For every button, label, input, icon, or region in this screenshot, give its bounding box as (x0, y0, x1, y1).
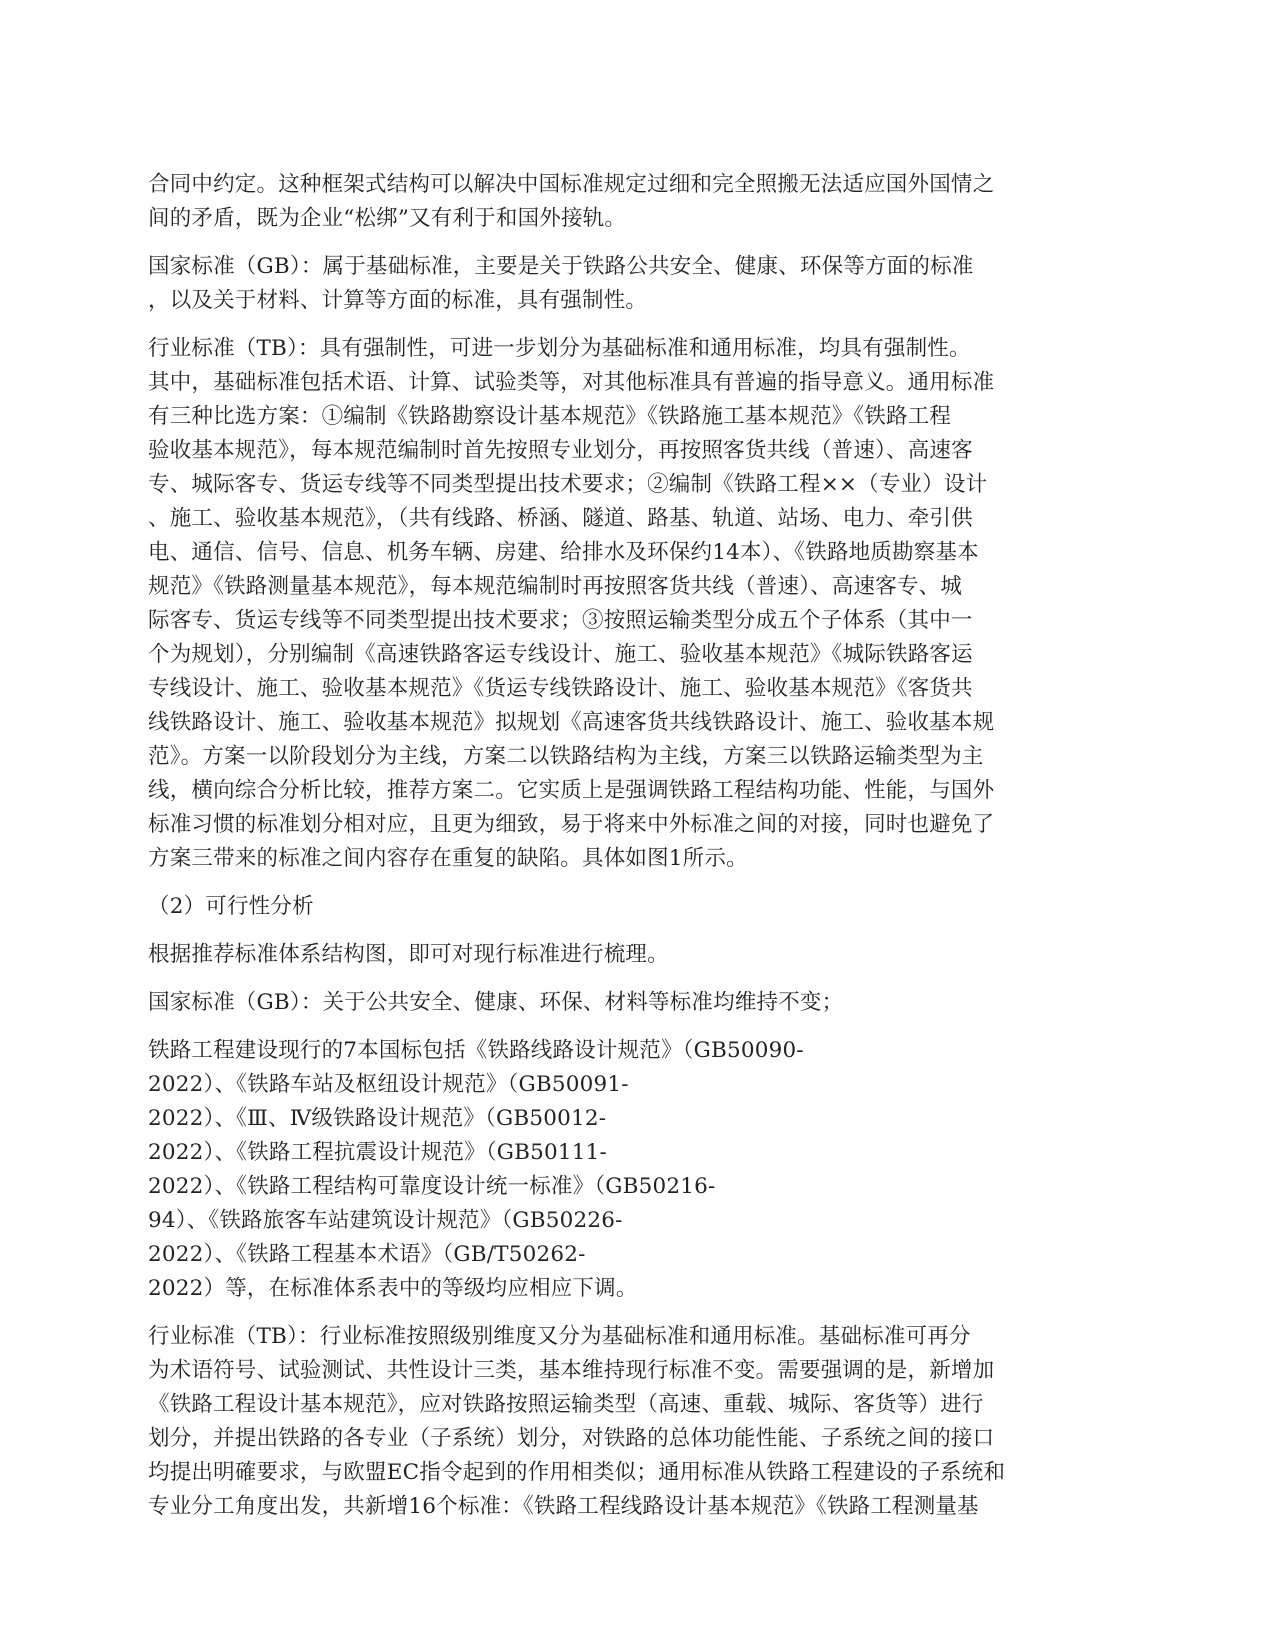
text-line: 线铁路设计、施工、验收基本规范》拟规划《高速客货共线铁路设计、施工、验收基本规 (148, 710, 995, 735)
text-line: 专线设计、施工、验收基本规范》《货运专线铁路设计、施工、验收基本规范》《客货共 (148, 676, 973, 701)
text-line: 2022）、《铁路车站及枢纽设计规范》（GB50091- (148, 1072, 629, 1097)
text-line: 电、通信、信号、信息、机务车辆、房建、给排水及环保约14本）、《铁路地质勘察基本 (148, 540, 979, 565)
text-line: 2022）、《铁路工程结构可靠度设计统一标准》（GB50216- (148, 1174, 716, 1199)
text-line: 2022）、《铁路工程抗震设计规范》（GB50111- (148, 1140, 608, 1165)
text-line: 际客专、货运专线等不同类型提出技术要求；③按照运输类型分成五个子体系（其中一 (148, 608, 973, 633)
text-line: 间的矛盾，既为企业“松绑”又有利于和国外接轨。 (148, 206, 627, 231)
text-line: 个为规划），分别编制《高速铁路客运专线设计、施工、验收基本规范》《城际铁路客运 (148, 642, 973, 667)
text-line: 划分，并提出铁路的各专业（子系统）划分，对铁路的总体功能性能、子系统之间的接口 (148, 1426, 995, 1451)
text-line: 94）、《铁路旅客车站建筑设计规范》（GB50226- (148, 1208, 623, 1233)
text-line: 标准习惯的标准划分相对应，且更为细致，易于将来中外标准之间的对接，同时也避免了 (148, 812, 995, 837)
text-line: 合同中约定。这种框架式结构可以解决中国标准规定过细和完全照搬无法适应国外国情之 (148, 172, 995, 197)
text-line: 国家标准（GB）：属于基础标准，主要是关于铁路公共安全、健康、环保等方面的标准 (148, 254, 974, 279)
text-line: 铁路工程建设现行的7本国标包括《铁路线路设计规范》（GB50090- (148, 1038, 804, 1063)
paragraph-national-standards-list (148, 1034, 1128, 1306)
text-line: 线，横向综合分析比较，推荐方案二。它实质上是强调铁路工程结构功能、性能，与国外 (148, 778, 995, 803)
text-line: 方案三带来的标准之间内容存在重复的缺陷。具体如图1所示。 (148, 846, 748, 871)
text-line: ，以及关于材料、计算等方面的标准，具有强制性。 (148, 288, 648, 313)
text-line: 、施工、验收基本规范》，（共有线路、桥涵、隧道、路基、轨道、站场、电力、牵引供 (148, 506, 973, 531)
text-line: 均提出明確要求，与欧盟EC指令起到的作用相类似；通用标准从铁路工程建设的子系统和 (148, 1460, 1006, 1485)
paragraph-industry-standard-new (148, 1320, 1128, 1524)
section-heading-feasibility (148, 890, 1128, 924)
text-line: 行业标准（TB）：具有强制性，可进一步划分为基础标准和通用标准，均具有强制性。 (148, 336, 971, 361)
text-line: 2022）、《铁路工程基本术语》（GB/T50262- (148, 1242, 586, 1267)
text-line: 国家标准（GB）：关于公共安全、健康、环保、材料等标准均维持不变； (148, 990, 844, 1015)
text-line: 规范》《铁路测量基本规范》，每本规范编制时再按照客货共线（普速）、高速客专、城 (148, 574, 963, 599)
paragraph-industry-standard-options (148, 332, 1128, 876)
paragraph-national-standard (148, 250, 1128, 318)
text-line: 根据推荐标准体系结构图，即可对现行标准进行梳理。 (148, 942, 669, 967)
section-heading: （2）可行性分析 (148, 894, 314, 919)
paragraph-national-standard-unchanged (148, 986, 1128, 1020)
text-line: 验收基本规范》，每本规范编制时首先按照专业划分，再按照客货共线（普速）、高速客 (148, 438, 973, 463)
text-line: 专业分工角度出发，共新增16个标准：《铁路工程线路设计基本规范》《铁路工程测量基 (148, 1494, 979, 1519)
paragraph-review-intro (148, 938, 1128, 972)
document-page (148, 168, 1128, 1538)
paragraph-framework-conclusion (148, 168, 1128, 236)
text-line: 行业标准（TB）：行业标准按照级别维度又分为基础标准和通用标准。基础标准可再分 (148, 1324, 971, 1349)
text-line: 范》。方案一以阶段划分为主线，方案二以铁路结构为主线，方案三以铁路运输类型为主 (148, 744, 984, 769)
text-line: 为术语符号、试验测试、共性设计三类，基本维持现行标准不变。需要强调的是，新增加 (148, 1358, 995, 1383)
text-line: 2022）、《Ⅲ、Ⅳ级铁路设计规范》（GB50012- (148, 1106, 607, 1131)
text-line: 有三种比选方案：①编制《铁路勘察设计基本规范》《铁路施工基本规范》《铁路工程 (148, 404, 952, 429)
text-line: 专、城际客专、货运专线等不同类型提出技术要求；②编制《铁路工程××（专业）设计 (148, 472, 988, 497)
text-line: 其中，基础标准包括术语、计算、试验类等，对其他标准具有普遍的指导意义。通用标准 (148, 370, 995, 395)
text-line: 《铁路工程设计基本规范》，应对铁路按照运输类型（高速、重载、城际、客货等）进行 (148, 1392, 984, 1417)
text-line: 2022）等，在标准体系表中的等级均应相应下调。 (148, 1276, 638, 1301)
